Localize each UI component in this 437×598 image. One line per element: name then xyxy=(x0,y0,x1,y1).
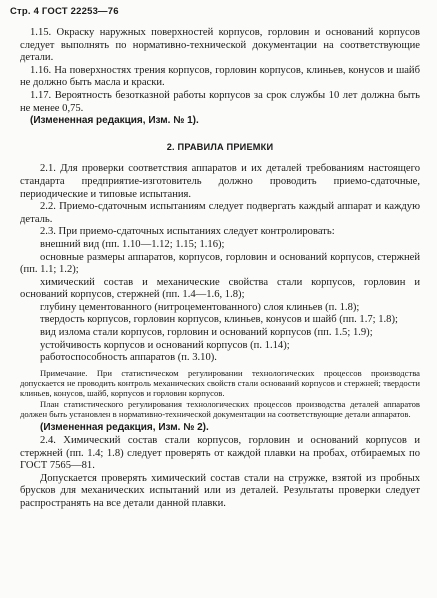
list-item: вид излома стали корпусов, горловин и оснований корпусов (пп. 1.5; 1.9); xyxy=(40,327,373,339)
page-header: Стр. 4 ГОСТ 22253—76 xyxy=(10,6,119,17)
list-item: основные размеры аппаратов, корпусов, горловин и оснований корпусов, стержней (пп. 1.1; 1.2); xyxy=(20,251,420,276)
list-item: внешний вид (пп. 1.10—1.12; 1.15; 1.16); xyxy=(40,238,225,250)
section-heading: 2. ПРАВИЛА ПРИЕМКИ xyxy=(166,141,274,152)
document-body xyxy=(20,27,420,510)
list-item: твердость корпусов, горловин корпусов, клиньев, конусов и шайб (пп. 1.7; 1.8); xyxy=(40,314,398,326)
note-statistical-regulation: Примечание. При статистическом регулировании технологических процессов производства допускается не проводить контроль механических свойств стали оснований корпусов и стержней; твердости клиньев, конусов, шайб, корпусов и горловин корпусов. xyxy=(20,367,420,399)
paragraph-chemical-check: Допускается проверять химический состав стали на стружке, взятой из пробных брусков для механических испытаний или из деталей. Результаты проверки следует распространять на все детали данной плавки. xyxy=(20,472,420,509)
list-item: глубину цементованного (нитроцементованного) слоя клиньев (п. 1.8); xyxy=(40,301,360,313)
paragraph-2-1: 2.1. Для проверки соответствия аппаратов и их деталей требованиям настоящего стандарта предприятие-изготовитель должно проводить приемо-сдаточные, периодические и типовые испытания. xyxy=(20,163,420,200)
list-item: работоспособность аппаратов (п. 3.10). xyxy=(40,352,217,364)
note-regulation-plan: План статистического регулирования технологических процессов производства деталей аппаратов должен быть установлен в нормативно-технической документации на соответствующие детали аппаратов. xyxy=(20,398,420,420)
paragraph-1-17: 1.17. Вероятность безотказной работы корпусов за срок службы 10 лет должна быть не менее 0,75. xyxy=(20,89,420,114)
paragraph-2-4: 2.4. Химический состав стали корпусов, горловин и оснований корпусов и стержней (пп. 1.4; 1.8) следует проверять от каждой плавки на пробах, отбираемых по ГОСТ 7565—81. xyxy=(20,434,420,472)
revision-note-1: (Измененная редакция, Изм. № 1). xyxy=(30,115,199,127)
revision-note-2: (Измененная редакция, Изм. № 2). xyxy=(40,422,209,434)
paragraph-2-2: 2.2. Приемо-сдаточным испытаниям следует подвергать каждый аппарат и каждую деталь. xyxy=(20,201,420,225)
paragraph-1-15: 1.15. Окраску наружных поверхностей корпусов, горловин и оснований корпусов следует выполнять по нормативно-технической документации на соответствующие детали. xyxy=(20,27,420,64)
list-item: устойчивость корпусов и оснований корпусов (п. 1.14); xyxy=(40,339,290,351)
list-item: химический состав и механические свойства стали корпусов, горловин и оснований корпусов, стержней (пп. 1.4—1.6, 1.8); xyxy=(20,276,420,301)
paragraph-2-3: 2.3. При приемо-сдаточных испытаниях следует контролировать: xyxy=(40,226,335,238)
paragraph-1-16: 1.16. На поверхностях трения корпусов, горловин корпусов, клиньев, конусов и шайб не должно быть масла и краски. xyxy=(20,64,420,89)
